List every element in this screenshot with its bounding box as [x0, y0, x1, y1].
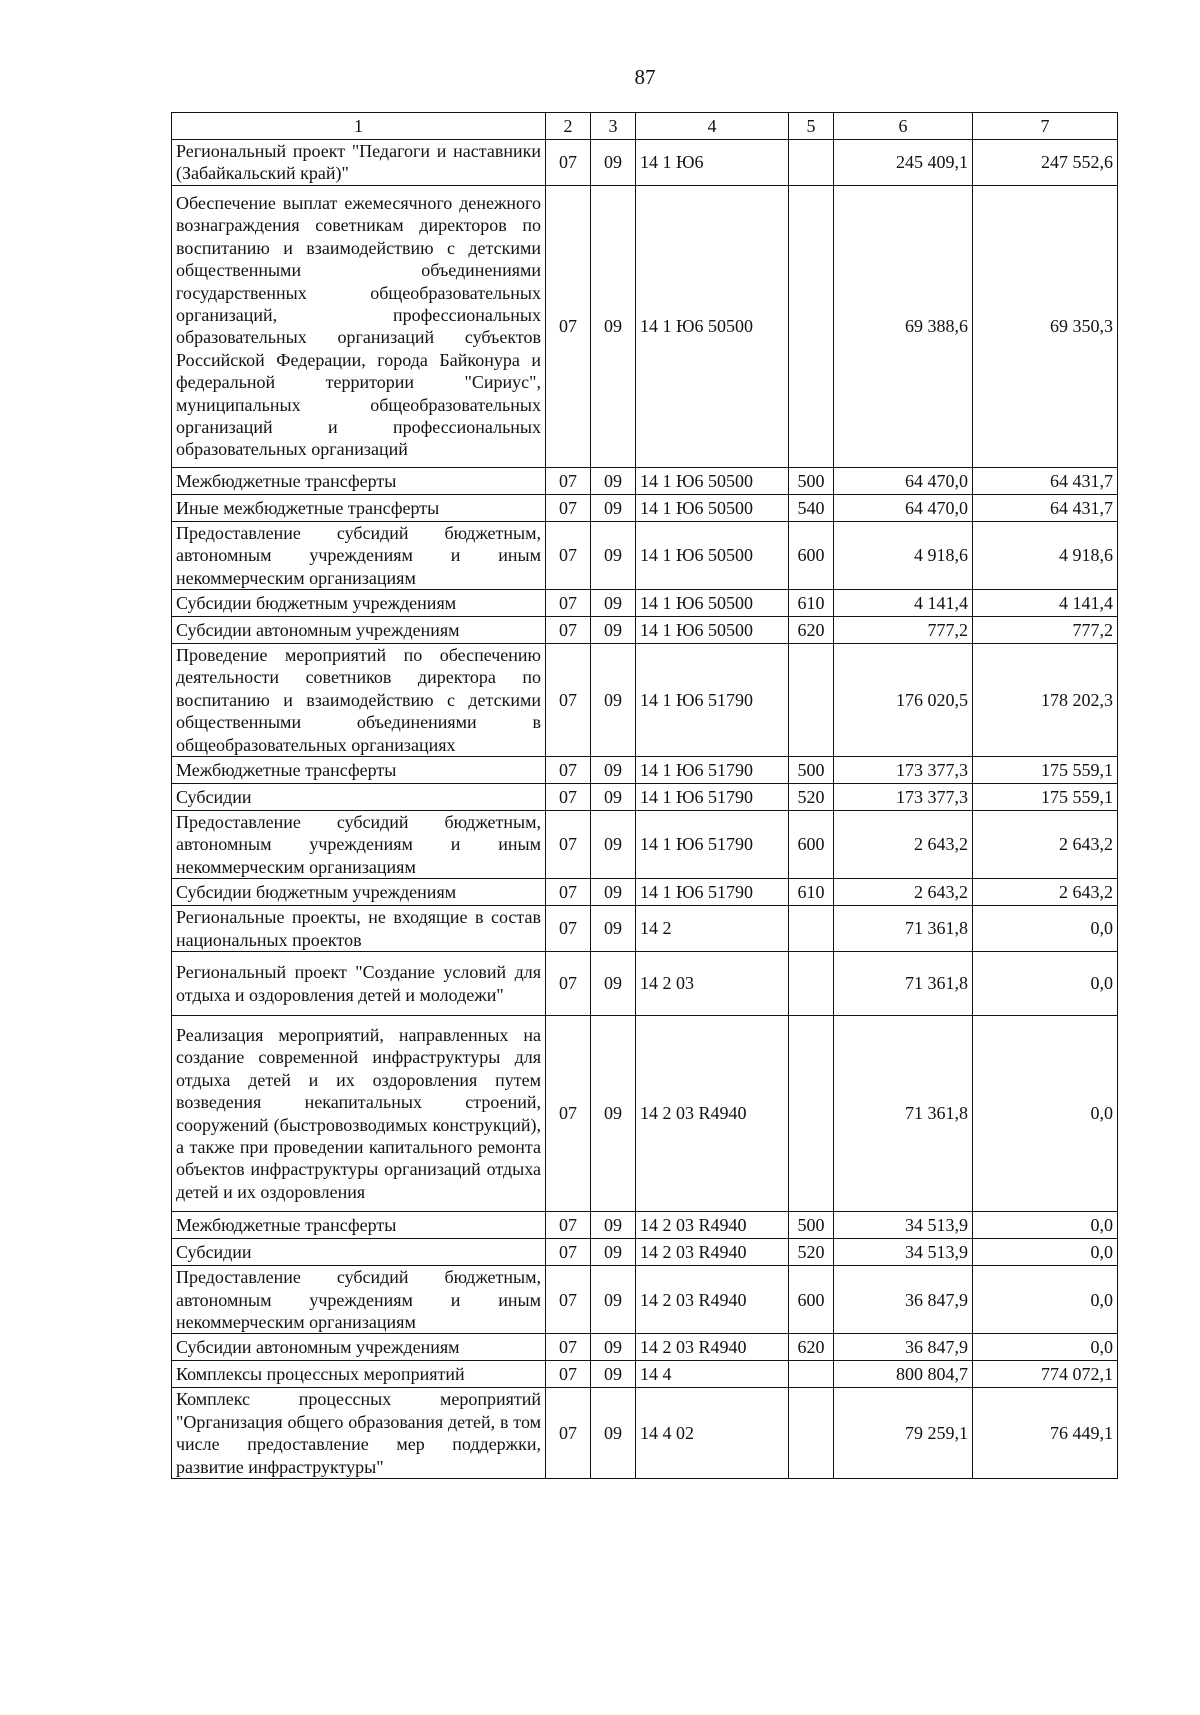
- subsection-code: 09: [591, 906, 636, 952]
- amount-col7: 2 643,2: [973, 811, 1118, 879]
- amount-col6: 245 409,1: [834, 140, 973, 186]
- table-row: [172, 1266, 1118, 1334]
- table-row: [172, 952, 1118, 1016]
- target-article-code: 14 1 Ю6 51790: [636, 784, 789, 811]
- amount-col7: 0,0: [973, 1212, 1118, 1239]
- target-article-code: 14 2 03 R4940: [636, 1239, 789, 1266]
- amount-col7: 777,2: [973, 617, 1118, 644]
- subsection-code: 09: [591, 1016, 636, 1212]
- target-article-code: 14 2: [636, 906, 789, 952]
- section-code: 07: [546, 1239, 591, 1266]
- subsection-code: 09: [591, 521, 636, 589]
- table-body: [172, 113, 1118, 1479]
- amount-col6: 36 847,9: [834, 1266, 973, 1334]
- amount-col6: 777,2: [834, 617, 973, 644]
- table-row: [172, 494, 1118, 521]
- target-article-code: 14 1 Ю6: [636, 140, 789, 186]
- header-cell: 7: [973, 113, 1118, 140]
- target-article-code: 14 2 03: [636, 952, 789, 1016]
- section-code: 07: [546, 644, 591, 757]
- section-code: 07: [546, 1334, 591, 1361]
- section-code: 07: [546, 879, 591, 906]
- amount-col6: 71 361,8: [834, 1016, 973, 1212]
- target-article-code: 14 4 02: [636, 1388, 789, 1479]
- row-description: Межбюджетные трансферты: [172, 757, 546, 784]
- row-description: Межбюджетные трансферты: [172, 1212, 546, 1239]
- amount-col7: 247 552,6: [973, 140, 1118, 186]
- table-row: [172, 1212, 1118, 1239]
- amount-col6: 64 470,0: [834, 467, 973, 494]
- section-code: 07: [546, 494, 591, 521]
- header-cell: 3: [591, 113, 636, 140]
- expense-type-code: [789, 140, 834, 186]
- target-article-code: 14 1 Ю6 51790: [636, 811, 789, 879]
- expense-type-code: [789, 1016, 834, 1212]
- subsection-code: 09: [591, 590, 636, 617]
- table-row: [172, 617, 1118, 644]
- subsection-code: 09: [591, 140, 636, 186]
- subsection-code: 09: [591, 1361, 636, 1388]
- target-article-code: 14 1 Ю6 51790: [636, 757, 789, 784]
- expense-type-code: 610: [789, 590, 834, 617]
- section-code: 07: [546, 1212, 591, 1239]
- row-description: Субсидии автономным учреждениям: [172, 1334, 546, 1361]
- expense-type-code: 620: [789, 617, 834, 644]
- amount-col7: 64 431,7: [973, 494, 1118, 521]
- subsection-code: 09: [591, 1266, 636, 1334]
- target-article-code: 14 2 03 R4940: [636, 1266, 789, 1334]
- subsection-code: 09: [591, 1334, 636, 1361]
- amount-col6: 176 020,5: [834, 644, 973, 757]
- amount-col7: 4 918,6: [973, 521, 1118, 589]
- amount-col7: 0,0: [973, 1239, 1118, 1266]
- amount-col6: 800 804,7: [834, 1361, 973, 1388]
- amount-col6: 36 847,9: [834, 1334, 973, 1361]
- expense-type-code: 520: [789, 1239, 834, 1266]
- target-article-code: 14 4: [636, 1361, 789, 1388]
- expense-type-code: 600: [789, 521, 834, 589]
- section-code: 07: [546, 784, 591, 811]
- subsection-code: 09: [591, 467, 636, 494]
- row-description: Субсидии: [172, 784, 546, 811]
- row-description: Субсидии бюджетным учреждениям: [172, 590, 546, 617]
- amount-col6: 64 470,0: [834, 494, 973, 521]
- amount-col6: 4 141,4: [834, 590, 973, 617]
- target-article-code: 14 2 03 R4940: [636, 1016, 789, 1212]
- section-code: 07: [546, 1388, 591, 1479]
- table-row: [172, 644, 1118, 757]
- subsection-code: 09: [591, 617, 636, 644]
- table-row: [172, 1016, 1118, 1212]
- subsection-code: 09: [591, 811, 636, 879]
- subsection-code: 09: [591, 757, 636, 784]
- table-row: [172, 757, 1118, 784]
- amount-col6: 71 361,8: [834, 906, 973, 952]
- expense-type-code: 540: [789, 494, 834, 521]
- target-article-code: 14 1 Ю6 50500: [636, 521, 789, 589]
- subsection-code: 09: [591, 185, 636, 467]
- target-article-code: 14 1 Ю6 51790: [636, 644, 789, 757]
- amount-col7: 69 350,3: [973, 185, 1118, 467]
- amount-col7: 0,0: [973, 1016, 1118, 1212]
- subsection-code: 09: [591, 879, 636, 906]
- table-row: [172, 1388, 1118, 1479]
- header-cell: 6: [834, 113, 973, 140]
- table-header-row: [172, 113, 1118, 140]
- table-row: [172, 140, 1118, 186]
- table-row: [172, 1239, 1118, 1266]
- expense-type-code: [789, 644, 834, 757]
- target-article-code: 14 1 Ю6 50500: [636, 185, 789, 467]
- amount-col7: 64 431,7: [973, 467, 1118, 494]
- row-description: Предоставление субсидий бюджетным, автономным учреждениям и иным некоммерческим организациям: [172, 1266, 546, 1334]
- table-row: [172, 590, 1118, 617]
- expense-type-code: 610: [789, 879, 834, 906]
- expense-type-code: [789, 1388, 834, 1479]
- budget-table: [171, 112, 1118, 1479]
- amount-col7: 76 449,1: [973, 1388, 1118, 1479]
- amount-col7: 175 559,1: [973, 784, 1118, 811]
- section-code: 07: [546, 1016, 591, 1212]
- amount-col6: 34 513,9: [834, 1212, 973, 1239]
- page-number: 87: [634, 65, 656, 89]
- subsection-code: 09: [591, 952, 636, 1016]
- target-article-code: 14 1 Ю6 50500: [636, 467, 789, 494]
- expense-type-code: [789, 906, 834, 952]
- row-description: Предоставление субсидий бюджетным, автономным учреждениям и иным некоммерческим организациям: [172, 521, 546, 589]
- amount-col7: 0,0: [973, 952, 1118, 1016]
- table-row: [172, 784, 1118, 811]
- section-code: 07: [546, 906, 591, 952]
- target-article-code: 14 1 Ю6 50500: [636, 590, 789, 617]
- amount-col6: 69 388,6: [834, 185, 973, 467]
- row-description: Проведение мероприятий по обеспечению деятельности советников директора по воспитанию и взаимодействию с детскими общественными объединениями в общеобразовательных организациях: [172, 644, 546, 757]
- expense-type-code: 500: [789, 1212, 834, 1239]
- table-row: [172, 879, 1118, 906]
- table-row: [172, 906, 1118, 952]
- section-code: 07: [546, 140, 591, 186]
- table-row: [172, 521, 1118, 589]
- amount-col6: 71 361,8: [834, 952, 973, 1016]
- row-description: Комплекс процессных мероприятий "Организация общего образования детей, в том числе предоставление мер поддержки, развитие инфраструктуры": [172, 1388, 546, 1479]
- amount-col6: 173 377,3: [834, 784, 973, 811]
- table-row: [172, 467, 1118, 494]
- amount-col6: 34 513,9: [834, 1239, 973, 1266]
- section-code: 07: [546, 1361, 591, 1388]
- expense-type-code: 500: [789, 757, 834, 784]
- amount-col7: 4 141,4: [973, 590, 1118, 617]
- header-cell: 4: [636, 113, 789, 140]
- amount-col7: 0,0: [973, 1266, 1118, 1334]
- expense-type-code: 600: [789, 811, 834, 879]
- expense-type-code: [789, 1361, 834, 1388]
- row-description: Иные межбюджетные трансферты: [172, 494, 546, 521]
- section-code: 07: [546, 757, 591, 784]
- row-description: Межбюджетные трансферты: [172, 467, 546, 494]
- amount-col6: 173 377,3: [834, 757, 973, 784]
- target-article-code: 14 2 03 R4940: [636, 1334, 789, 1361]
- subsection-code: 09: [591, 644, 636, 757]
- section-code: 07: [546, 811, 591, 879]
- row-description: Субсидии автономным учреждениям: [172, 617, 546, 644]
- expense-type-code: [789, 185, 834, 467]
- subsection-code: 09: [591, 784, 636, 811]
- table-row: [172, 1361, 1118, 1388]
- expense-type-code: 500: [789, 467, 834, 494]
- amount-col7: 2 643,2: [973, 879, 1118, 906]
- section-code: 07: [546, 467, 591, 494]
- amount-col6: 2 643,2: [834, 811, 973, 879]
- header-cell: 1: [172, 113, 546, 140]
- row-description: Субсидии бюджетным учреждениям: [172, 879, 546, 906]
- amount-col7: 774 072,1: [973, 1361, 1118, 1388]
- amount-col7: 0,0: [973, 906, 1118, 952]
- row-description: Обеспечение выплат ежемесячного денежного вознаграждения советникам директоров по воспитанию и взаимодействию с детскими общественными объединениями государственных общеобразовательных организаций, профессиональных образовательных организаций субъектов Российской Федерации, города Байконура и федеральной территории "Сириус", муниципальных общеобразовательных организаций и профессиональных образовательных организаций: [172, 185, 546, 467]
- section-code: 07: [546, 521, 591, 589]
- subsection-code: 09: [591, 1239, 636, 1266]
- table-row: [172, 811, 1118, 879]
- header-cell: 2: [546, 113, 591, 140]
- amount-col6: 4 918,6: [834, 521, 973, 589]
- header-cell: 5: [789, 113, 834, 140]
- amount-col7: 178 202,3: [973, 644, 1118, 757]
- section-code: 07: [546, 590, 591, 617]
- target-article-code: 14 1 Ю6 51790: [636, 879, 789, 906]
- section-code: 07: [546, 952, 591, 1016]
- subsection-code: 09: [591, 1212, 636, 1239]
- section-code: 07: [546, 617, 591, 644]
- amount-col6: 2 643,2: [834, 879, 973, 906]
- row-description: Региональный проект "Педагоги и наставники (Забайкальский край)": [172, 140, 546, 186]
- table-row: [172, 1334, 1118, 1361]
- amount-col7: 0,0: [973, 1334, 1118, 1361]
- expense-type-code: [789, 952, 834, 1016]
- expense-type-code: 520: [789, 784, 834, 811]
- amount-col6: 79 259,1: [834, 1388, 973, 1479]
- subsection-code: 09: [591, 494, 636, 521]
- target-article-code: 14 1 Ю6 50500: [636, 494, 789, 521]
- row-description: Реализация мероприятий, направленных на создание современной инфраструктуры для отдыха детей и их оздоровления путем возведения некапитальных строений, сооружений (быстровозводимых конструкций), а также при проведении капитального ремонта объектов инфраструктуры организаций отдыха детей и их оздоровления: [172, 1016, 546, 1212]
- expense-type-code: 620: [789, 1334, 834, 1361]
- row-description: Комплексы процессных мероприятий: [172, 1361, 546, 1388]
- amount-col7: 175 559,1: [973, 757, 1118, 784]
- target-article-code: 14 1 Ю6 50500: [636, 617, 789, 644]
- expense-type-code: 600: [789, 1266, 834, 1334]
- row-description: Региональный проект "Создание условий для отдыха и оздоровления детей и молодежи": [172, 952, 546, 1016]
- subsection-code: 09: [591, 1388, 636, 1479]
- row-description: Предоставление субсидий бюджетным, автономным учреждениям и иным некоммерческим организациям: [172, 811, 546, 879]
- target-article-code: 14 2 03 R4940: [636, 1212, 789, 1239]
- table-row: [172, 185, 1118, 467]
- row-description: Субсидии: [172, 1239, 546, 1266]
- row-description: Региональные проекты, не входящие в состав национальных проектов: [172, 906, 546, 952]
- section-code: 07: [546, 1266, 591, 1334]
- section-code: 07: [546, 185, 591, 467]
